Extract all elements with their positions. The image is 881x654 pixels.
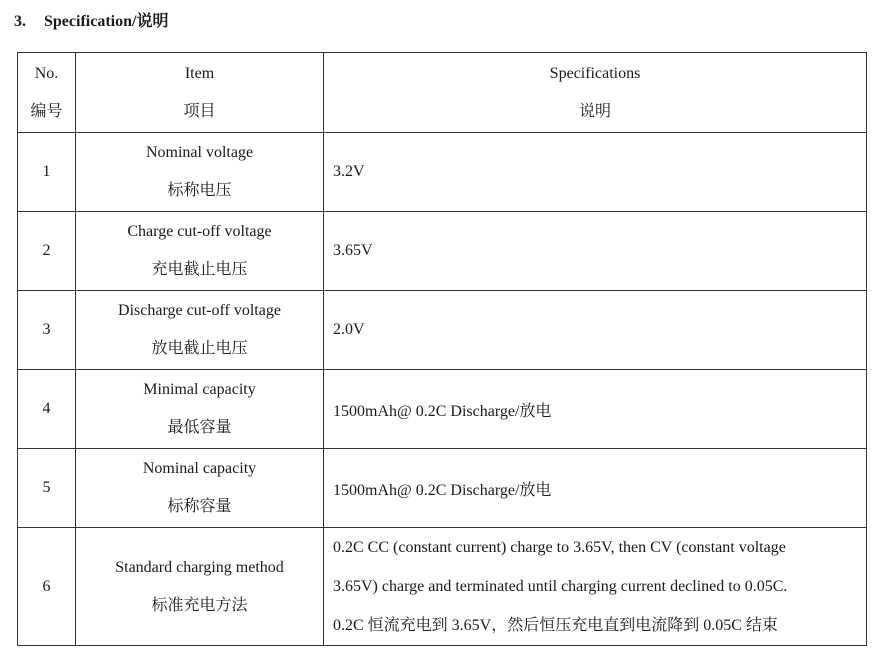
row-item-cn: 标准充电方法 xyxy=(151,596,248,614)
header-no-cn: 编号 xyxy=(30,102,63,120)
header-item-cn: 项目 xyxy=(183,102,216,120)
row-no: 6 xyxy=(18,528,76,646)
row-no: 1 xyxy=(18,133,76,212)
row-item-cn: 充电截止电压 xyxy=(151,261,248,278)
row-item-en: Minimal capacity xyxy=(143,381,256,398)
table-row xyxy=(18,291,867,370)
row-spec: 1500mAh@ 0.2C Discharge/放电 xyxy=(324,370,867,449)
header-item-cell xyxy=(76,53,324,133)
row-spec xyxy=(324,528,867,646)
row-no: 2 xyxy=(18,212,76,291)
header-no-cell xyxy=(18,53,76,133)
row-no: 5 xyxy=(18,449,76,528)
table-row xyxy=(18,212,867,291)
header-spec-cn: 说明 xyxy=(578,102,611,120)
row-item xyxy=(76,449,324,528)
row-item-en: Nominal voltage xyxy=(145,144,254,161)
row-item-en: Standard charging method xyxy=(115,558,284,576)
row-item-cn: 最低容量 xyxy=(167,419,232,436)
row-item xyxy=(76,133,324,212)
table-row xyxy=(18,370,867,449)
row-spec: 2.0V xyxy=(324,291,867,370)
section-heading xyxy=(14,8,168,31)
row-item xyxy=(76,212,324,291)
row-item xyxy=(76,528,324,646)
header-spec-cell xyxy=(324,53,867,133)
row-item xyxy=(76,291,324,370)
row-spec: 3.2V xyxy=(324,133,867,212)
table-header-row xyxy=(18,53,867,133)
row-item-en: Discharge cut-off voltage xyxy=(118,302,281,319)
specification-table xyxy=(17,52,867,646)
header-item-en: Item xyxy=(184,64,215,82)
header-no-en: No. xyxy=(34,64,59,82)
row-spec: 3.65V xyxy=(324,212,867,291)
row-item-en: Charge cut-off voltage xyxy=(127,223,272,240)
row-item xyxy=(76,370,324,449)
table-row xyxy=(18,449,867,528)
row-item-cn: 放电截止电压 xyxy=(151,340,248,357)
section-number: 3. xyxy=(14,13,26,30)
section-title: Specification/说明 xyxy=(44,13,169,30)
row-spec: 1500mAh@ 0.2C Discharge/放电 xyxy=(324,449,867,528)
row-spec-line: 0.2C 恒流充电到 3.65V，然后恒压充电直到电流降到 0.05C 结束 xyxy=(333,617,778,634)
header-spec-en: Specifications xyxy=(549,64,641,82)
table-row xyxy=(18,528,867,646)
table-row xyxy=(18,133,867,212)
row-no: 4 xyxy=(18,370,76,449)
row-spec-line: 0.2C CC (constant current) charge to 3.65V, then CV (constant voltage xyxy=(333,539,786,556)
row-item-en: Nominal capacity xyxy=(142,460,257,477)
row-no: 3 xyxy=(18,291,76,370)
row-item-cn: 标称容量 xyxy=(167,498,232,515)
row-item-cn: 标称电压 xyxy=(167,182,232,199)
row-spec-line: 3.65V) charge and terminated until charging current declined to 0.05C. xyxy=(333,578,788,595)
